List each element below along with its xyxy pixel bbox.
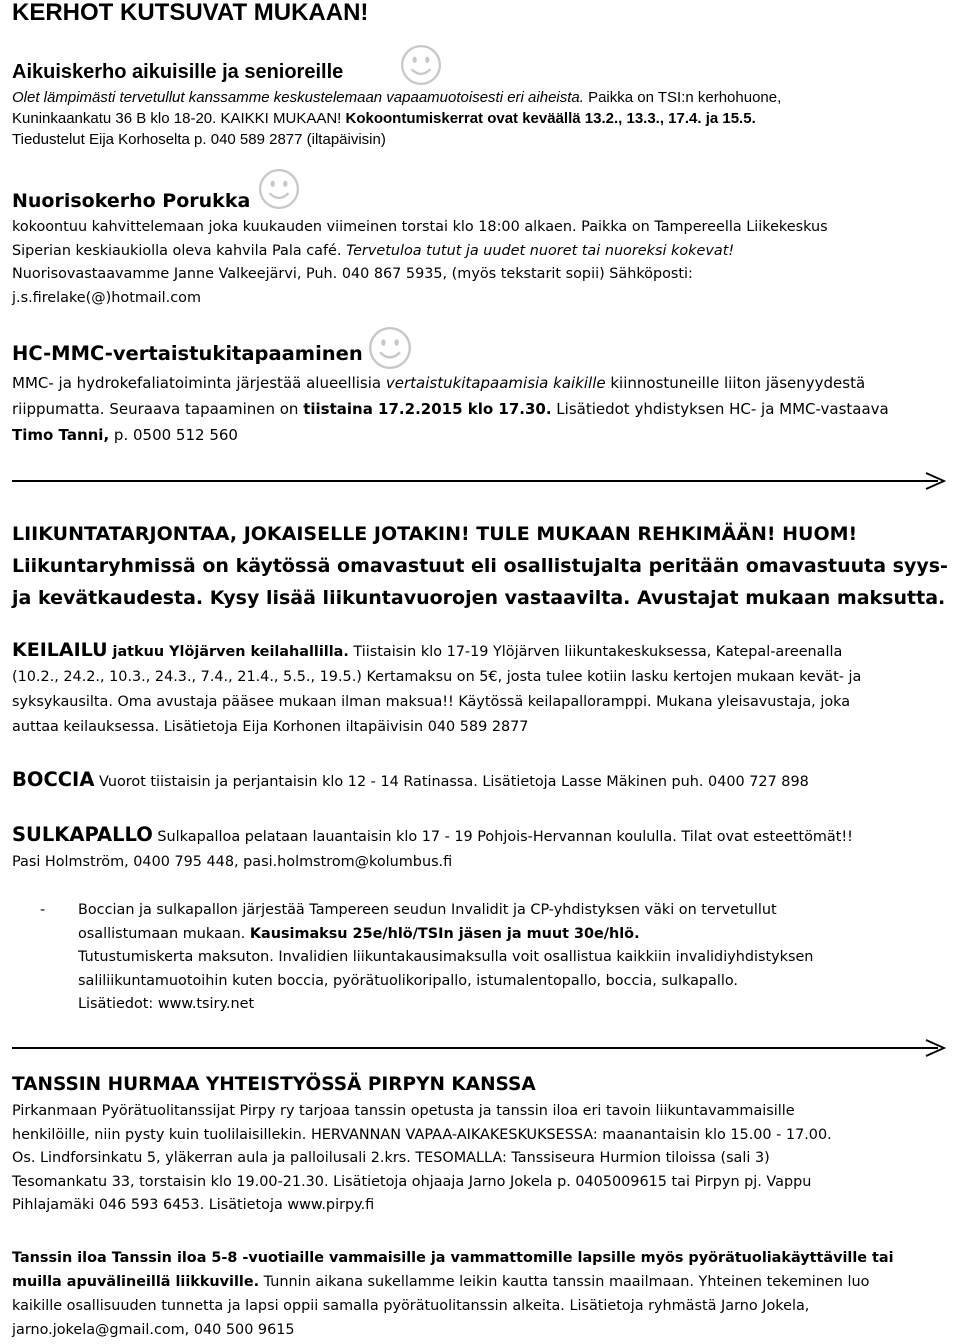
boccia-section (12, 766, 956, 796)
smiley-icon (258, 168, 300, 210)
keilailu-section (12, 638, 956, 740)
divider-line (12, 480, 938, 482)
title-text: KERHOT KUTSUVAT MUKAAN! (12, 0, 369, 26)
note-line1: Boccian ja sulkapallon järjestää Tampereen seudun Invalidit ja CP-yhdistyksen väki on tervetullut (78, 902, 777, 918)
liikunta-line1: LIIKUNTATARJONTAA, JOKAISELLE JOTAKIN! TULE MUKAAN REHKIMÄÄN! HUOM! (12, 523, 858, 545)
note-dash: - (40, 902, 46, 918)
sulkapallo-contact: Pasi Holmström, 0400 795 448, pasi.holmstrom@kolumbus.fi (12, 854, 453, 870)
note-section (12, 899, 956, 1017)
nuorisokerho-line3: Nuorisovastaavamme Janne Valkeejärvi, Puh. 040 867 5935, (myös tekstarit sopii) Sähköposti: (12, 266, 693, 282)
keilailu-line1: Tiistaisin klo 17-19 Ylöjärven liikuntakeskuksessa, Katepal-areenalla (348, 644, 843, 660)
keilailu-heading: KEILAILU (12, 639, 108, 661)
nuorisokerho-line1: kokoontuu kahvittelemaan joka kuukauden viimeinen torstai klo 18:00 alkaen. Paikka on Tampereella Liikekeskus (12, 219, 828, 235)
keilailu-line2: (10.2., 24.2., 10.3., 24.3., 7.4., 21.4., 5.5., 19.5.) Kertamaksu on 5€, josta tulee kotiin lasku kertojen mukaan kevät- ja (12, 669, 862, 685)
aikuiskerho-line3: Tiedustelut Eija Korhoselta p. 040 589 2877 (iltapäivisin) (12, 131, 386, 148)
nuorisokerho-line2-text: Siperian keskiaukiolla oleva kahvila Pala café. (12, 242, 347, 259)
arrow-right-icon (924, 1038, 946, 1058)
tanssi-line5: Pihlajamäki 046 593 6453. Lisätietoja www.pirpy.fi (12, 1197, 375, 1213)
note-fee: Kausimaksu 25e/hlö/TSIn jäsen ja muut 30e/hlö. (249, 925, 640, 942)
liikunta-line2: Liikuntaryhmissä on käytössä omavastuut eli osallistujalta peritään omavastuuta syys- (12, 555, 948, 577)
arrow-right-icon (924, 471, 946, 491)
nuorisokerho-welcome: Tervetuloa tutut ja uudet nuoret tai nuoreksi kokevat! (346, 242, 735, 259)
aikuiskerho-line2-text: Kuninkaankatu 36 B klo 18-20. KAIKKI MUKAAN! (12, 110, 346, 127)
liikunta-section (12, 518, 956, 614)
liikunta-line3: ja kevätkaudesta. Kysy lisää liikuntavuorojen vastaavilta. Avustajat mukaan maksutta. (12, 587, 946, 609)
aikuiskerho-line1-italic: Olet lämpimästi tervetullut kanssamme keskustelemaan vapaamuotoisesti eri aiheista. (12, 89, 584, 106)
hcmmc-line2-a: riippumatta. Seuraava tapaaminen on (12, 400, 304, 418)
keilailu-line0 (12, 638, 956, 665)
nuorisokerho-heading: Nuorisokerho Porukka (12, 190, 251, 212)
hcmmc-line3 (12, 422, 956, 448)
nuorisokerho-section (12, 186, 956, 310)
sulkapallo-text: Sulkapalloa pelataan lauantaisin klo 17 - 19 Pohjois-Hervannan koululla. Tilat ovat esteettömät!! (152, 829, 853, 845)
tanssin-iloa-line1: Tanssin iloa Tanssin iloa 5-8 -vuotiaille vammaisille ja vammattomille lapsille myös pyörätuoliakäyttäville tai (12, 1250, 894, 1266)
note-line2-a: osallistumaan mukaan. (78, 925, 250, 942)
tanssin-iloa-line2-text: Tunnin aikana sukellamme leikin kautta tanssin maailmaan. Yhteinen tekeminen luo (259, 1274, 870, 1290)
boccia-line (12, 766, 956, 796)
hcmmc-line1 (12, 370, 956, 396)
keilailu-line3: syksykausilta. Oma avustaja pääsee mukaan ilman maksua!! Käytössä keilapalloramppi. Mukana yleisavustaja, joka (12, 694, 851, 710)
nuorisokerho-line2 (12, 240, 956, 264)
sulkapallo-heading: SULKAPALLO (12, 823, 153, 846)
divider-line (12, 1047, 938, 1049)
tanssi-section (12, 1070, 956, 1218)
tanssin-iloa-line3: kaikille osallisuuden tunnetta ja lapsi oppii samalla pyörätuolitanssin alkeita. Lisätietoja ryhmästä Jarno Jokela, (12, 1298, 810, 1314)
aikuiskerho-dates: Kokoontumiskerrat ovat keväällä 13.2., 13.3., 17.4. ja 15.5. (345, 110, 756, 127)
hcmmc-line1-a: MMC- ja hydrokefaliatoiminta järjestää alueellisia (12, 374, 386, 392)
keilailu-subheading: jatkuu Ylöjärven keilahallilla. (107, 644, 349, 660)
tanssin-iloa-line2-bold: muilla apuvälineillä liikkuville. (12, 1274, 260, 1290)
hcmmc-heading: HC-MMC-vertaistukitapaaminen (12, 342, 363, 365)
nuorisokerho-email: j.s.firelake(@)hotmail.com (12, 289, 201, 306)
aikuiskerho-line1 (12, 87, 956, 108)
aikuiskerho-heading: Aikuiskerho aikuisille ja senioreille (12, 61, 344, 83)
smiley-icon (400, 44, 442, 86)
keilailu-line4: auttaa keilauksessa. Lisätietoja Eija Korhonen iltapäivisin 040 589 2877 (12, 719, 529, 735)
tanssi-heading: TANSSIN HURMAA YHTEISTYÖSSÄ PIRPYN KANSSA (12, 1074, 536, 1095)
sulkapallo-line (12, 822, 956, 850)
hcmmc-contact-name: Timo Tanni, (12, 426, 110, 444)
tanssin-iloa-line2 (12, 1270, 956, 1294)
aikuiskerho-section (12, 58, 956, 150)
tanssin-iloa-contact: jarno.jokela@gmail.com, 040 500 9615 (12, 1322, 295, 1338)
hcmmc-line1-c: kiinnostuneille liiton jäsenyydestä (605, 374, 866, 392)
boccia-text: Vuorot tiistaisin ja perjantaisin klo 12 - 14 Ratinassa. Lisätietoja Lasse Mäkinen puh. 0400 727 898 (94, 774, 809, 790)
sulkapallo-section (12, 822, 956, 875)
hcmmc-meeting-date: tiistaina 17.2.2015 klo 17.30. (303, 400, 552, 418)
hcmmc-contact-phone: p. 0500 512 560 (109, 426, 238, 444)
tanssin-iloa-section (12, 1246, 956, 1342)
aikuiskerho-line1-place: Paikka on TSI:n kerhohuone, (583, 89, 782, 106)
aikuiskerho-line2 (12, 108, 956, 129)
boccia-heading: BOCCIA (12, 768, 95, 791)
tanssi-line2: henkilöille, niin pysty kuin tuolilaisillekin. HERVANNAN VAPAA-AIKAKESKUKSESSA: maanantaisin klo 15.00 - 17.00. (12, 1126, 832, 1143)
note-line3: Tutustumiskerta maksuton. Invalidien liikuntakausimaksulla voit osallistua kaikkiin invalidiyhdistyksen (78, 949, 814, 965)
tanssi-line3: Os. Lindforsinkatu 5, yläkerran aula ja palloilusali 2.krs. TESOMALLA: Tanssiseura Hurmion tiloissa (sali 3) (12, 1150, 770, 1166)
hcmmc-line2-c: Lisätiedot yhdistyksen HC- ja MMC-vastaava (551, 400, 889, 418)
note-line5: Lisätiedot: www.tsiry.net (78, 996, 255, 1012)
smiley-icon (368, 326, 412, 370)
note-line2 (78, 923, 956, 947)
hcmmc-section (12, 338, 956, 448)
hcmmc-line2 (12, 396, 956, 422)
tanssi-line1: Pirkanmaan Pyörätuolitanssijat Pirpy ry tarjoaa tanssin opetusta ja tanssin iloa eri tavoin liikuntavammaisille (12, 1103, 795, 1119)
tanssi-line4: Tesomankatu 33, torstaisin klo 19.00-21.30. Lisätietoja ohjaaja Jarno Jokela p. 0405009615 tai Pirpyn pj. Vappu (12, 1173, 812, 1190)
note-line4: saliliikuntamuotoihin kuten boccia, pyörätuolikoripallo, istumalentopallo, boccia, sulkapallo. (78, 972, 738, 989)
page-title (12, 0, 956, 28)
hcmmc-line1-italic: vertaistukitapaamisia kaikille (385, 374, 606, 392)
